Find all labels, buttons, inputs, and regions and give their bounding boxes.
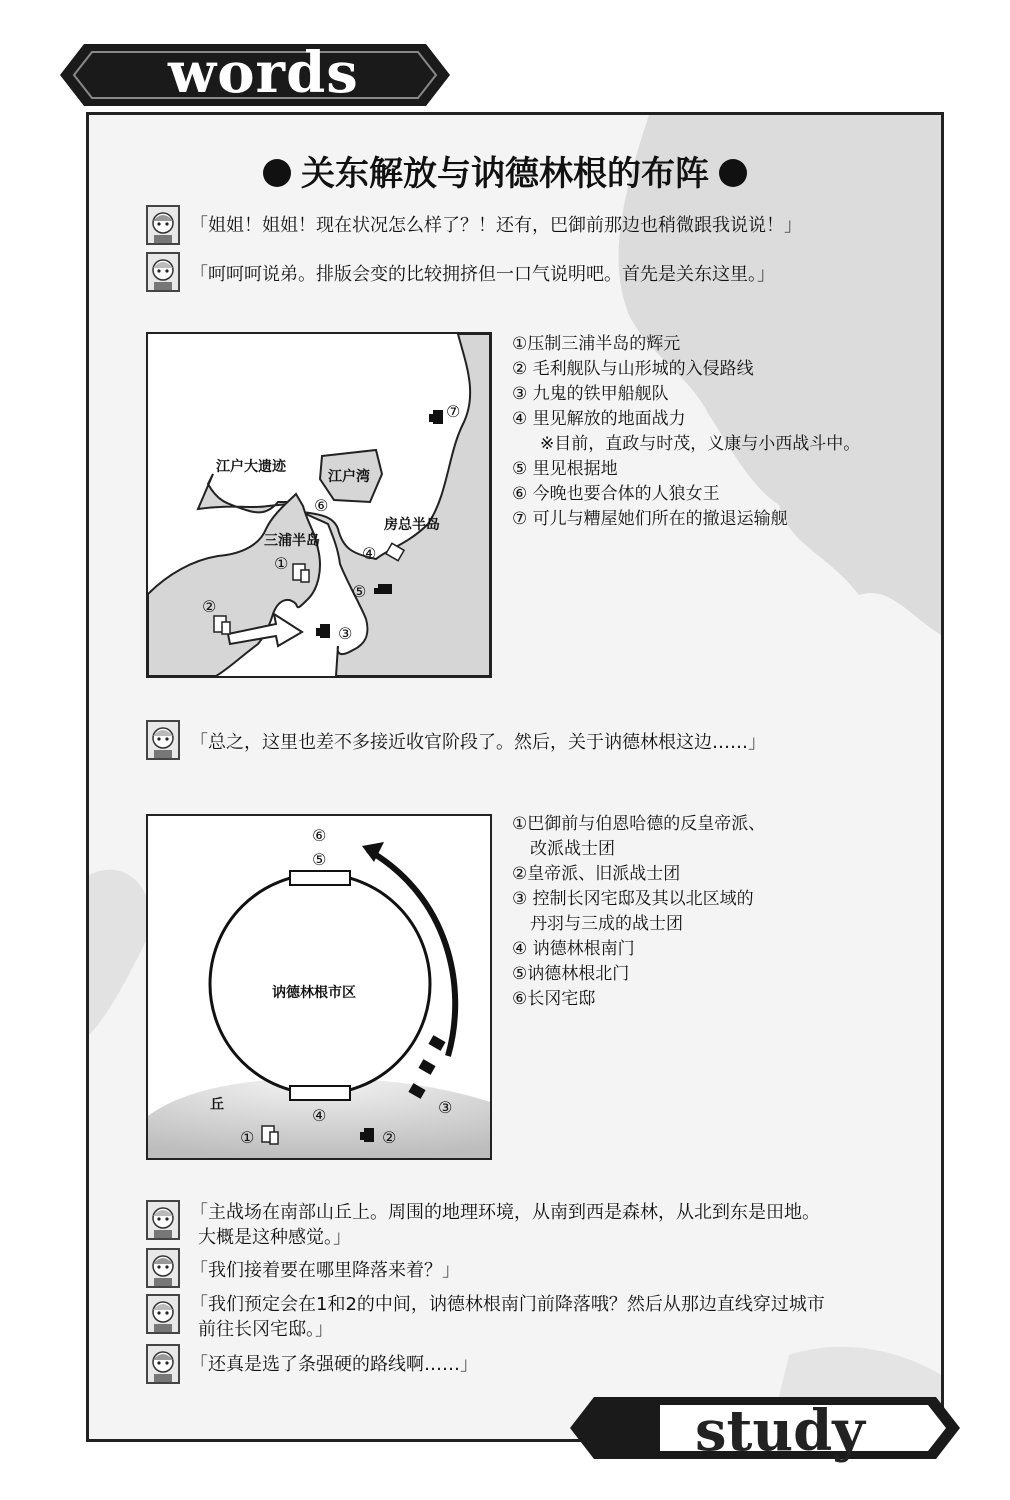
map-marker-7: ⑦ <box>446 402 461 421</box>
kanto-map <box>146 332 492 678</box>
map2-legend-3-cont: 丹羽与三成的战士团 <box>530 914 683 934</box>
map1-legend-5: ⑤ 里见根据地 <box>512 459 618 479</box>
dialogue-line: 「主战场在南部山丘上。周围的地理环境，从南到西是森林，从北到东是田地。 <box>190 1202 820 1223</box>
map1-legend-4: ④ 里见解放的地面战力 <box>512 409 686 429</box>
character-avatar <box>146 1344 180 1384</box>
map-marker-2: ② <box>382 1128 397 1147</box>
map-marker-1: ① <box>274 554 289 573</box>
map-marker-3: ③ <box>438 1098 453 1117</box>
character-avatar <box>146 252 180 292</box>
map-marker-1: ① <box>240 1128 255 1147</box>
dialogue-line: 「我们预定会在1和2的中间，讷德林根南门前降落哦？然后从那边直线穿过城市 <box>190 1294 825 1315</box>
map1-legend-3: ③ 九鬼的铁甲船舰队 <box>512 384 669 404</box>
dialogue-line: 「还真是选了条强硬的路线啊……」 <box>190 1354 478 1375</box>
map-marker-6: ⑥ <box>314 496 329 515</box>
map-marker-4: ④ <box>362 544 377 563</box>
section-title <box>200 146 810 195</box>
map1-legend-1: ①压制三浦半岛的辉元 <box>512 334 681 354</box>
map1-legend-2: ② 毛利舰队与山形城的入侵路线 <box>512 359 754 379</box>
character-avatar <box>146 1294 180 1334</box>
bullet-dot-icon <box>719 159 747 187</box>
map2-legend-5: ⑤讷德林根北门 <box>512 964 630 984</box>
map2-legend-4: ④ 讷德林根南门 <box>512 939 635 959</box>
map-marker-4: ④ <box>312 1106 327 1125</box>
banner-word-top: words <box>168 40 359 106</box>
map-label-edo-bay: 江户湾 <box>328 469 370 485</box>
map-marker-5: ⑤ <box>312 850 327 869</box>
map-label-city: 讷德林根市区 <box>272 985 356 1001</box>
map1-legend-6: ⑥ 今晚也要合体的人狼女王 <box>512 484 720 504</box>
map-label-edo-ruins: 江户大遗迹 <box>216 459 286 475</box>
dialogue-line: 「总之，这里也差不多接近收官阶段了。然后，关于讷德林根这边……」 <box>190 732 766 753</box>
map2-legend-1-cont: 改派战士团 <box>530 839 615 859</box>
dialogue-line: 「我们接着要在哪里降落来着？」 <box>190 1260 460 1281</box>
map2-legend-3: ③ 控制长冈宅邸及其以北区域的 <box>512 889 754 909</box>
dialogue-line: 「呵呵呵说弟。排版会变的比较拥挤但一口气说明吧。首先是关东这里。」 <box>190 264 775 285</box>
character-avatar <box>146 205 180 245</box>
map1-legend-7: ⑦ 可儿与糟屋她们所在的撤退运输舰 <box>512 509 788 529</box>
map-label-boso: 房总半岛 <box>384 517 440 533</box>
map-label-miura: 三浦半岛 <box>264 533 320 549</box>
dialogue-line: 「姐姐！姐姐！现在状况怎么样了？！还有，巴御前那边也稍微跟我说说！」 <box>190 215 802 236</box>
dialogue-line-cont: 大概是这种感觉。」 <box>198 1227 351 1248</box>
map2-legend-1: ①巴御前与伯恩哈德的反皇帝派、 <box>512 814 766 834</box>
bullet-dot-icon <box>263 159 291 187</box>
character-avatar <box>146 720 180 760</box>
character-avatar <box>146 1200 180 1240</box>
map-marker-2: ② <box>202 597 217 616</box>
map2-legend-6: ⑥长冈宅邸 <box>512 989 596 1009</box>
map2-legend-2: ②皇帝派、旧派战士团 <box>512 864 681 884</box>
section-title-text: 关东解放与讷德林根的布阵 <box>301 154 709 194</box>
banner-word-bottom: study <box>695 1398 865 1464</box>
map-marker-3: ③ <box>338 624 353 643</box>
character-avatar <box>146 1248 180 1288</box>
map-label-hill: 丘 <box>210 1097 224 1113</box>
map-marker-6: ⑥ <box>312 826 327 845</box>
nordlingen-map <box>146 814 492 1160</box>
map1-legend-note: ※目前，直政与时茂，义康与小西战斗中。 <box>540 434 861 454</box>
dialogue-line-cont: 前往长冈宅邸。」 <box>198 1319 333 1340</box>
map-marker-5: ⑤ <box>352 582 367 601</box>
